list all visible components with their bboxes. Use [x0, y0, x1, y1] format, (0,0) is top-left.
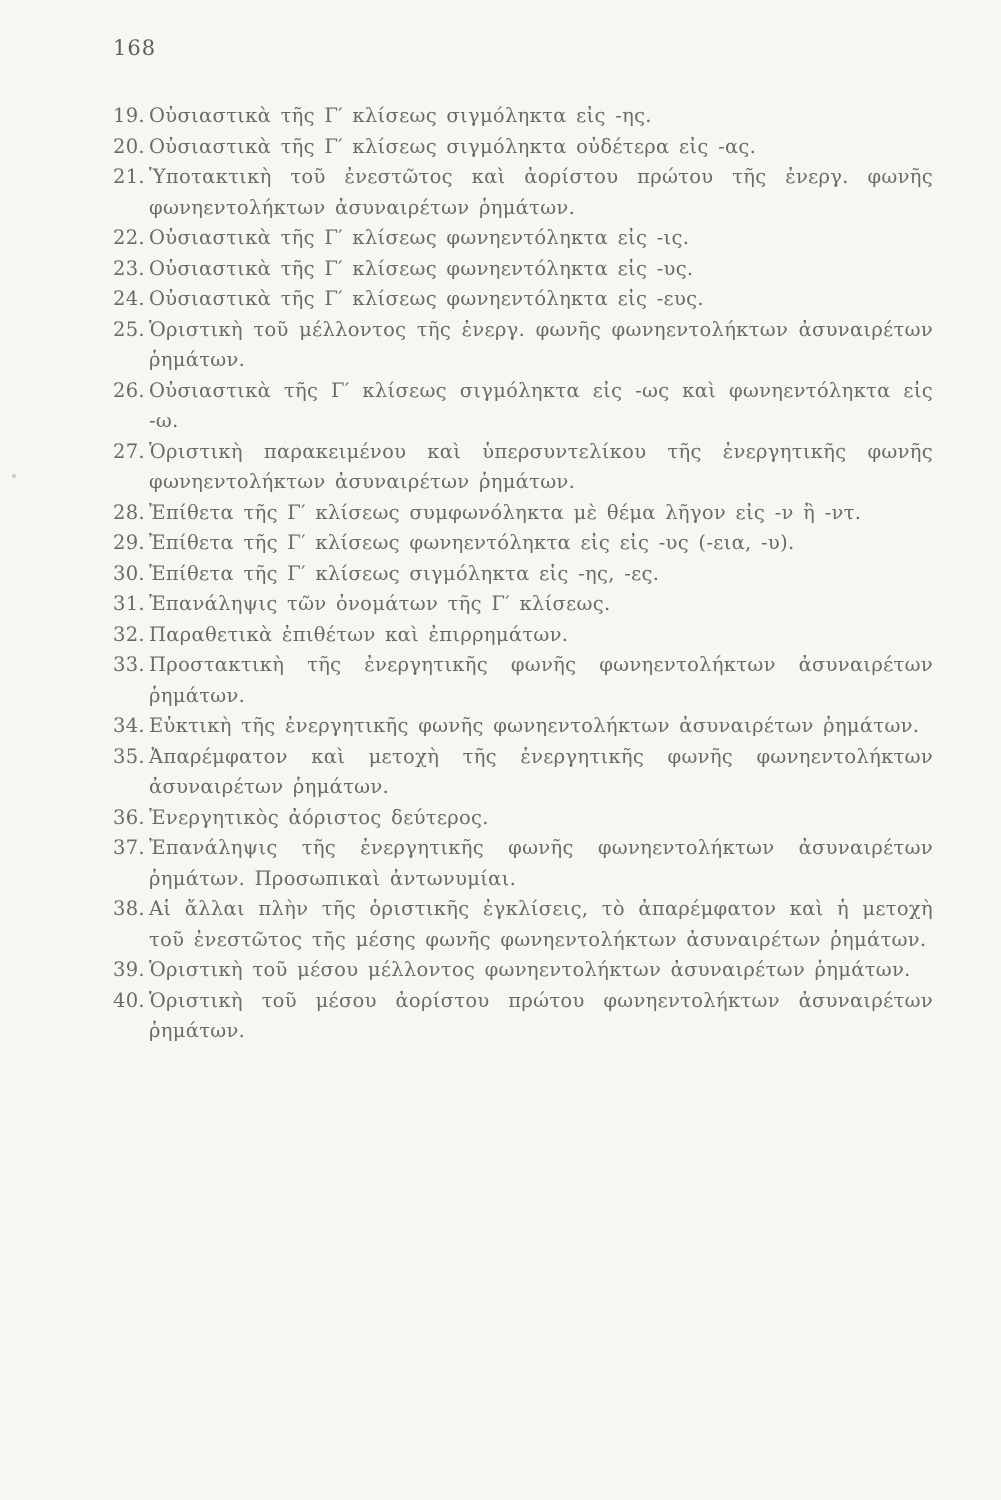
entry-text: Ἐνεργητικὸς ἀόριστος δεύτερος. [149, 805, 489, 829]
entry-number: 29. [113, 531, 145, 554]
entry-number: 19. [113, 104, 145, 127]
entry-text: Προστακτικὴ τῆς ἐνεργητικῆς φωνῆς φωνηεντολήκτων ἀσυναιρέτων ῥημάτων. [149, 653, 933, 707]
list-item [113, 254, 933, 285]
entry-number: 26. [113, 378, 145, 402]
entry-number: 22. [113, 226, 145, 249]
list-item [113, 498, 933, 529]
entry-text: Ἐπανάληψις τῆς ἐνεργητικῆς φωνῆς φωνηεντολήκτων ἀσυναιρέτων ῥημάτων. Προσωπικαὶ ἀντωνυμίαι. [149, 836, 933, 890]
entry-text: Εὐκτικὴ τῆς ἐνεργητικῆς φωνῆς φωνηεντολήκτων ἀσυναιρέτων ῥημάτων. [149, 714, 920, 737]
entry-number: 31. [113, 592, 145, 615]
list-item [113, 986, 933, 1047]
entry-text: Ὁριστικὴ τοῦ μέσου ἀορίστου πρώτου φωνηεντολήκτων ἀσυναιρέτων ῥημάτων. [149, 988, 933, 1042]
list-item [113, 223, 933, 254]
entry-text: Οὐσιαστικὰ τῆς Γ′ κλίσεως σιγμόληκτα εἰς -ης. [149, 104, 652, 127]
entry-text: Αἱ ἄλλαι πλὴν τῆς ὁριστικῆς ἐγκλίσεις, τὸ ἀπαρέμφατον καὶ ἡ μετοχὴ τοῦ ἐνεστῶτος τῆς μέσης φωνῆς φωνηεντολήκτων ἀσυναιρέτων ῥημάτων. [149, 897, 933, 951]
list-item [113, 833, 933, 894]
entry-number: 37. [113, 836, 145, 859]
list-item [113, 620, 933, 651]
entry-number: 23. [113, 256, 145, 280]
entry-number: 38. [113, 897, 145, 920]
list-item [113, 803, 933, 834]
entry-text: Ὁριστικὴ παρακειμένου καὶ ὑπερσυντελίκου τῆς ἐνεργητικῆς φωνῆς φωνηεντολήκτων ἀσυναιρέτων ῥημάτων. [149, 439, 933, 493]
entry-number: 34. [113, 714, 145, 737]
list-item [113, 559, 933, 590]
entry-text: Οὐσιαστικὰ τῆς Γ′ κλίσεως σιγμόληκτα οὐδέτερα εἰς -ας. [149, 134, 757, 158]
margin-speck [12, 474, 16, 478]
entry-number: 35. [113, 744, 145, 768]
entry-text: Ἀπαρέμφατον καὶ μετοχὴ τῆς ἐνεργητικῆς φωνῆς φωνηεντολήκτων ἀσυναιρέτων ῥημάτων. [149, 744, 933, 798]
contents-list [113, 101, 933, 1047]
entry-number: 39. [113, 958, 145, 981]
entry-number: 24. [113, 287, 145, 310]
entry-text: Ἐπίθετα τῆς Γ′ κλίσεως συμφωνόληκτα μὲ θέμα λῆγον εἰς -ν ἢ -ντ. [149, 500, 862, 524]
entry-number: 40. [113, 988, 145, 1012]
entry-text: Ἐπίθετα τῆς Γ′ κλίσεως σιγμόληκτα εἰς -ης, -ες. [149, 561, 660, 585]
list-item [113, 315, 933, 376]
entry-number: 36. [113, 805, 145, 829]
entry-number: 21. [113, 165, 145, 188]
entry-text: Ὁριστικὴ τοῦ μέλλοντος τῆς ἐνεργ. φωνῆς φωνηεντολήκτων ἀσυναιρέτων ῥημάτων. [149, 317, 933, 371]
entry-text: Ἐπίθετα τῆς Γ′ κλίσεως φωνηεντόληκτα εἰς εἰς -υς (-εια, -υ). [149, 531, 795, 554]
entry-number: 32. [113, 622, 145, 646]
list-item [113, 376, 933, 437]
list-item [113, 132, 933, 163]
entry-number: 20. [113, 134, 145, 158]
entry-text: Ὑποτακτικὴ τοῦ ἐνεστῶτος καὶ ἀορίστου πρώτου τῆς ἐνεργ. φωνῆς φωνηεντολήκτων ἀσυναιρέτων ῥημάτων. [149, 165, 933, 219]
entry-text: Ὁριστικὴ τοῦ μέσου μέλλοντος φωνηεντολήκτων ἀσυναιρέτων ῥημάτων. [149, 958, 911, 981]
list-item [113, 894, 933, 955]
entry-text: Παραθετικὰ ἐπιθέτων καὶ ἐπιρρημάτων. [149, 622, 569, 646]
list-item [113, 437, 933, 498]
entry-number: 28. [113, 500, 145, 524]
entry-text: Οὐσιαστικὰ τῆς Γ′ κλίσεως φωνηεντόληκτα εἰς -ευς. [149, 287, 704, 310]
list-item [113, 528, 933, 559]
list-item [113, 162, 933, 223]
list-item [113, 955, 933, 986]
entry-number: 30. [113, 561, 145, 585]
entry-text: Ἐπανάληψις τῶν ὀνομάτων τῆς Γ′ κλίσεως. [149, 592, 611, 615]
entry-text: Οὐσιαστικὰ τῆς Γ′ κλίσεως σιγμόληκτα εἰς -ως καὶ φωνηεντόληκτα εἰς -ω. [149, 378, 933, 432]
page-number: 168 [113, 36, 157, 60]
list-item [113, 284, 933, 315]
entry-text: Οὐσιαστικὰ τῆς Γ′ κλίσεως φωνηεντόληκτα εἰς -ις. [149, 226, 690, 249]
list-item [113, 101, 933, 132]
list-item [113, 711, 933, 742]
entry-text: Οὐσιαστικὰ τῆς Γ′ κλίσεως φωνηεντόληκτα εἰς -υς. [149, 256, 694, 280]
list-item [113, 650, 933, 711]
entry-number: 33. [113, 653, 145, 676]
entry-number: 27. [113, 439, 145, 463]
entry-number: 25. [113, 317, 145, 341]
list-item [113, 742, 933, 803]
list-item [113, 589, 933, 620]
